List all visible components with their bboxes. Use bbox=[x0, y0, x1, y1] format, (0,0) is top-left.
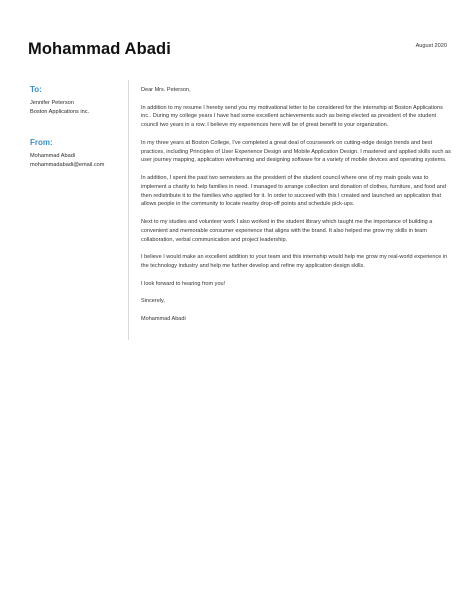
recipient-block bbox=[30, 85, 122, 117]
salutation: Dear Mrs. Peterson, bbox=[141, 87, 191, 93]
recipient-name: Jennifer Peterson bbox=[30, 100, 74, 106]
sender-email: mohammadabadi@email.com bbox=[30, 161, 105, 168]
paragraph: I look forward to hearing from you! bbox=[141, 280, 226, 287]
paragraph: Next to my studies and volunteer work I also worked in the student library which taught me the importance of building a convenient and memorable consumer experience that aligns with the brand. It also helped me grow my skills in team collaboration, verbal communication and project leadership. bbox=[141, 218, 433, 243]
paragraph: I believe I would make an excellent addition to your team and this internship would help me grow my real-world experience in the technology industry and help me further develop and refine my application design skills. bbox=[141, 254, 448, 269]
paragraph: In addition, I spent the past two semesters as the president of the student council where one of my main goals was to implement a charity to help families in need. I managed to arrange collection and donation of clothes, furniture, and food and then redistribute it to the families who applied for it. In order to succeed with this I created and launched an application that allows people in the community to locate nearby drop-off points and schedule pick-ups. bbox=[141, 174, 446, 208]
recipient-company: Boston Applications inc. bbox=[30, 108, 90, 115]
to-heading: To: bbox=[30, 85, 42, 94]
paragraph: In my three years at Boston College, I've completed a great deal of coursework on cutting-edge design trends and best practices, including Principles of User Experience Design and Mobile Application Design. I mastered and applied skills such as user journey mapping, application wireframing and designing software for a variety of mobile devices and operating systems. bbox=[141, 139, 451, 164]
sender-name: Mohammad Abadi bbox=[28, 40, 171, 58]
paragraph: In addition to my resume I hereby send you my motivational letter to be considered for the internship at Boston Applications inc.. During my college years I have had some excellent achievements such as being elected as president of the student council two years in a row. I believe my experiences here will be of great benefit to your organization. bbox=[141, 104, 443, 129]
letter-date: August 2020 bbox=[415, 43, 447, 49]
letter-body bbox=[141, 86, 451, 332]
signature: Mohammad Abadi bbox=[141, 315, 186, 322]
closing: Sincerely, bbox=[141, 298, 165, 305]
sender-block bbox=[30, 138, 122, 170]
sender-info-name: Mohammad Abadi bbox=[30, 153, 76, 159]
from-heading: From: bbox=[30, 138, 53, 147]
vertical-divider bbox=[128, 80, 129, 340]
